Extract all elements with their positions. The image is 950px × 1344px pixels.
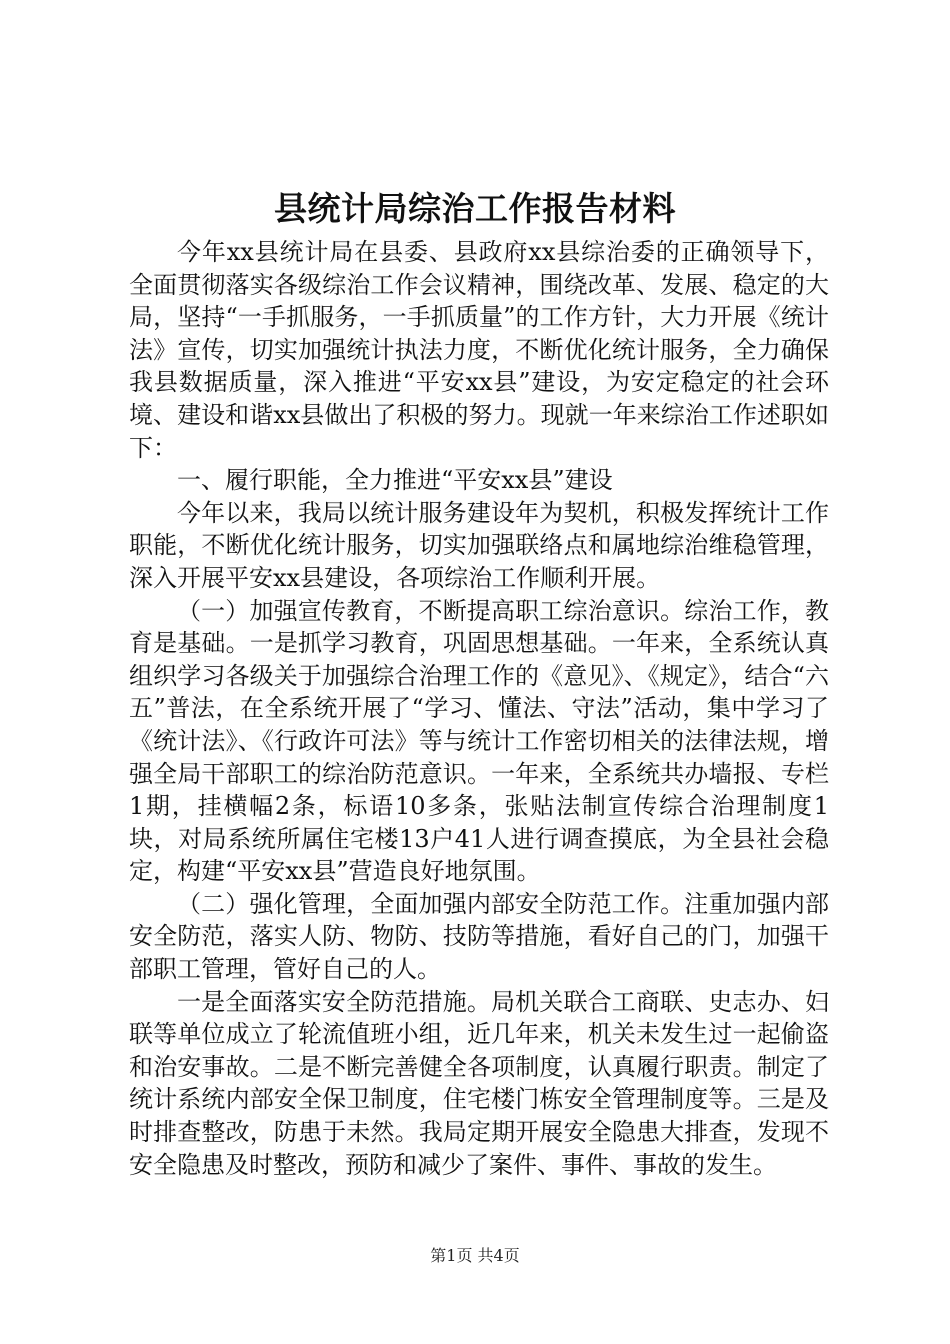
subsection-two-paragraph: （二）强化管理，全面加强内部安全防范工作。注重加强内部安全防范，落实人防、物防、技防等措施，看好自己的门，加强干部职工管理，管好自己的人。	[129, 889, 829, 984]
subsection-one-paragraph: （一）加强宣传教育，不断提高职工综治意识。综治工作，教育是基础。一是抓学习教育，巩固思想基础。一年来，全系统认真组织学习各级关于加强综合治理工作的《意见》、《规定》，结合“六五”普法，在全系统开展了“学习、懂法、守法”活动，集中学习了《统计法》、《行政许可法》等与统计工作密切相关的法律法规，增强全局干部职工的综治防范意识。一年来，全系统共办墙报、专栏1期，挂横幅2条，标语10多条，张贴法制宣传综合治理制度1块，对局系统所属住宅楼13户41人进行调查摸底，为全县社会稳定，构建“平安xx县”营造良好地氛围。	[129, 596, 829, 886]
intro-paragraph: 今年xx县统计局在县委、县政府xx县综治委的正确领导下，全面贯彻落实各级综治工作会议精神，围绕改革、发展、稳定的大局，坚持“一手抓服务，一手抓质量”的工作方针，大力开展《统计法》宣传，切实加强统计执法力度，不断优化统计服务，全力确保我县数据质量，深入推进“平安xx县”建设，为安定稳定的社会环境、建设和谐xx县做出了积极的努力。现就一年来综治工作述职如下：	[129, 238, 829, 462]
section-intro-paragraph: 今年以来，我局以统计服务建设年为契机，积极发挥统计工作职能，不断优化统计服务，切实加强联络点和属地综治维稳管理，深入开展平安xx县建设，各项综治工作顺利开展。	[129, 498, 829, 592]
safety-measures-paragraph: 一是全面落实安全防范措施。局机关联合工商联、史志办、妇联等单位成立了轮流值班小组，近几年来，机关未发生过一起偷盗和治安事故。二是不断完善健全各项制度，认真履行职责。制定了统计系统内部安全保卫制度，住宅楼门栋安全管理制度等。三是及时排查整改，防患于未然。我局定期开展安全隐患大排查，发现不安全隐患及时整改，预防和减少了案件、事件、事故的发生。	[129, 987, 829, 1179]
document-body	[129, 236, 829, 1181]
document-title: 县统计局综治工作报告材料	[274, 189, 676, 228]
page-number-footer: 第1页 共4页	[430, 1246, 520, 1265]
section-heading: 一、履行职能，全力推进“平安xx县”建设	[177, 466, 613, 495]
